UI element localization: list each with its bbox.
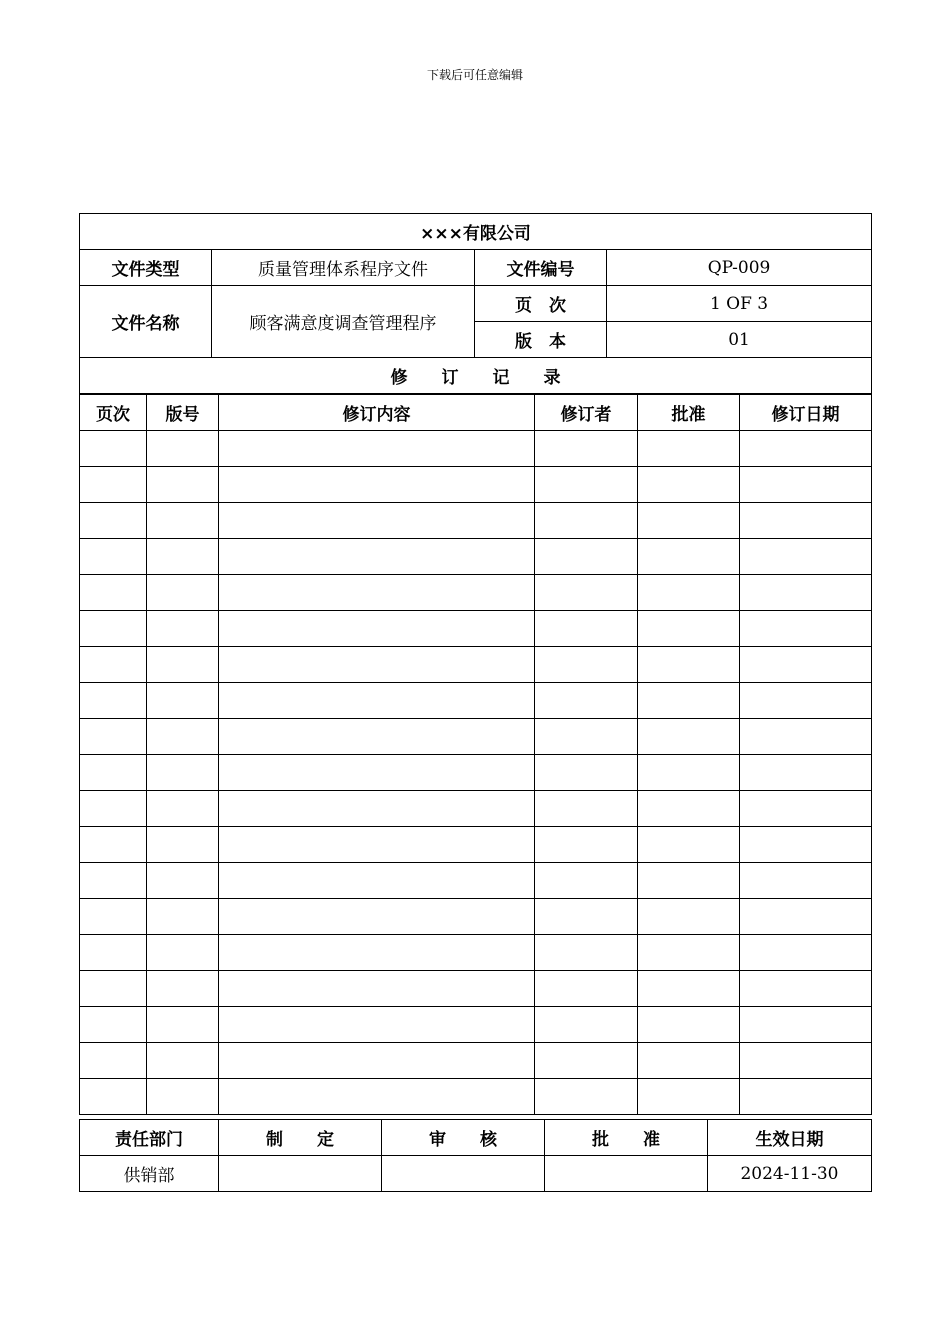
page-value: 1 OF 3 (607, 286, 872, 322)
revision-cell (638, 539, 740, 575)
revision-cell (147, 899, 219, 935)
revision-cell (80, 539, 147, 575)
revision-cell (80, 575, 147, 611)
revision-cell (80, 1079, 147, 1115)
revision-cell (638, 1007, 740, 1043)
revision-cell (638, 719, 740, 755)
revision-cell (638, 683, 740, 719)
revision-cell (535, 431, 638, 467)
reviewed-value (382, 1156, 545, 1192)
revision-cell (80, 431, 147, 467)
revision-cell (740, 467, 872, 503)
col-page: 页次 (80, 395, 147, 431)
doc-no-value: QP-009 (607, 250, 872, 286)
revision-row (80, 611, 872, 647)
version-label: 版 本 (475, 322, 607, 358)
revision-cell (80, 647, 147, 683)
revision-cell (638, 611, 740, 647)
revision-cell (80, 1007, 147, 1043)
col-approval: 批准 (638, 395, 740, 431)
revision-cell (535, 863, 638, 899)
revision-cell (638, 467, 740, 503)
revision-cell (147, 611, 219, 647)
dept-label: 责任部门 (80, 1120, 219, 1156)
revision-cell (535, 539, 638, 575)
revision-cell (147, 503, 219, 539)
revision-cell (80, 899, 147, 935)
revision-row (80, 647, 872, 683)
approved-value (545, 1156, 708, 1192)
revision-cell (80, 791, 147, 827)
revision-cell (219, 467, 535, 503)
prepared-value (219, 1156, 382, 1192)
revision-cell (147, 1079, 219, 1115)
revision-cell (535, 683, 638, 719)
revision-cell (147, 539, 219, 575)
col-reviser: 修订者 (535, 395, 638, 431)
revision-cell (147, 1007, 219, 1043)
revision-cell (740, 539, 872, 575)
revision-cell (147, 827, 219, 863)
revision-cell (535, 1043, 638, 1079)
revision-cell (740, 1007, 872, 1043)
revision-header-row (80, 395, 872, 431)
revision-cell (80, 719, 147, 755)
revision-cell (740, 575, 872, 611)
approved-label: 批 准 (545, 1120, 708, 1156)
revision-row (80, 755, 872, 791)
revision-cell (80, 683, 147, 719)
revision-cell (535, 935, 638, 971)
revision-cell (740, 899, 872, 935)
revision-title: 修 订 记 录 (80, 358, 872, 394)
revision-row (80, 1079, 872, 1115)
revision-cell (740, 683, 872, 719)
document-header-table (79, 213, 872, 394)
col-date: 修订日期 (740, 395, 872, 431)
revision-cell (80, 863, 147, 899)
revision-cell (80, 827, 147, 863)
effective-date-label: 生效日期 (708, 1120, 872, 1156)
revision-cell (535, 647, 638, 683)
revision-cell (147, 935, 219, 971)
revision-cell (638, 1079, 740, 1115)
revision-cell (740, 647, 872, 683)
revision-cell (219, 863, 535, 899)
revision-cell (219, 755, 535, 791)
revision-cell (740, 1043, 872, 1079)
revision-cell (638, 755, 740, 791)
revision-cell (219, 1007, 535, 1043)
revision-cell (219, 899, 535, 935)
revision-cell (535, 1079, 638, 1115)
revision-row (80, 719, 872, 755)
revision-cell (638, 935, 740, 971)
revision-cell (219, 719, 535, 755)
revision-cell (147, 971, 219, 1007)
revision-cell (535, 755, 638, 791)
reviewed-label: 审 核 (382, 1120, 545, 1156)
revision-row (80, 1007, 872, 1043)
revision-cell (740, 971, 872, 1007)
revision-cell (535, 971, 638, 1007)
revision-row (80, 575, 872, 611)
revision-cell (740, 791, 872, 827)
revision-row (80, 935, 872, 971)
responsibility-table (79, 1119, 872, 1192)
revision-row (80, 1043, 872, 1079)
revision-cell (219, 431, 535, 467)
revision-row (80, 971, 872, 1007)
revision-cell (740, 827, 872, 863)
revision-cell (80, 467, 147, 503)
revision-cell (535, 719, 638, 755)
revision-row (80, 827, 872, 863)
revision-cell (80, 971, 147, 1007)
version-value: 01 (607, 322, 872, 358)
revision-cell (219, 683, 535, 719)
revision-cell (147, 683, 219, 719)
doc-name-label: 文件名称 (80, 286, 212, 358)
revision-cell (147, 467, 219, 503)
revision-cell (80, 611, 147, 647)
doc-no-label: 文件编号 (475, 250, 607, 286)
doc-type-label: 文件类型 (80, 250, 212, 286)
revision-cell (638, 827, 740, 863)
revision-cell (219, 935, 535, 971)
revision-row (80, 503, 872, 539)
revision-cell (80, 503, 147, 539)
top-note: 下载后可任意编辑 (426, 68, 523, 82)
revision-cell (740, 719, 872, 755)
revision-cell (219, 647, 535, 683)
revision-cell (147, 719, 219, 755)
revision-cell (535, 1007, 638, 1043)
revision-cell (638, 863, 740, 899)
revision-row (80, 791, 872, 827)
revision-cell (638, 575, 740, 611)
revision-cell (80, 755, 147, 791)
revision-cell (219, 575, 535, 611)
revision-cell (219, 503, 535, 539)
prepared-label: 制 定 (219, 1120, 382, 1156)
revision-cell (740, 863, 872, 899)
revision-cell (219, 539, 535, 575)
revision-cell (535, 503, 638, 539)
revision-cell (80, 935, 147, 971)
revision-cell (147, 755, 219, 791)
revision-cell (535, 899, 638, 935)
revision-cell (147, 863, 219, 899)
revision-row (80, 899, 872, 935)
revision-cell (219, 791, 535, 827)
revision-cell (535, 611, 638, 647)
company-name: ×××有限公司 (80, 214, 872, 250)
revision-cell (80, 1043, 147, 1079)
revision-cell (219, 827, 535, 863)
revision-cell (638, 971, 740, 1007)
revision-cell (638, 647, 740, 683)
revision-cell (147, 431, 219, 467)
revision-cell (740, 503, 872, 539)
revision-cell (219, 1043, 535, 1079)
revision-cell (147, 647, 219, 683)
effective-date-value: 2024-11-30 (708, 1156, 872, 1192)
revision-cell (740, 935, 872, 971)
revision-cell (147, 1043, 219, 1079)
revision-cell (638, 431, 740, 467)
revision-cell (638, 1043, 740, 1079)
revision-cell (147, 575, 219, 611)
revision-cell (535, 827, 638, 863)
revision-record-table (79, 394, 872, 1115)
revision-cell (638, 503, 740, 539)
revision-cell (740, 755, 872, 791)
page-label: 页 次 (475, 286, 607, 322)
revision-cell (219, 611, 535, 647)
doc-type-value: 质量管理体系程序文件 (212, 250, 475, 286)
revision-cell (535, 467, 638, 503)
revision-cell (740, 611, 872, 647)
col-content: 修订内容 (219, 395, 535, 431)
revision-cell (219, 1079, 535, 1115)
dept-value: 供销部 (80, 1156, 219, 1192)
doc-name-value: 顾客满意度调查管理程序 (212, 286, 475, 358)
revision-cell (740, 1079, 872, 1115)
revision-cell (147, 791, 219, 827)
revision-cell (535, 791, 638, 827)
revision-cell (535, 575, 638, 611)
revision-row (80, 863, 872, 899)
revision-cell (219, 971, 535, 1007)
revision-row (80, 467, 872, 503)
col-version: 版号 (147, 395, 219, 431)
revision-cell (740, 431, 872, 467)
revision-cell (638, 899, 740, 935)
revision-row (80, 683, 872, 719)
revision-row (80, 539, 872, 575)
revision-row (80, 431, 872, 467)
revision-cell (638, 791, 740, 827)
